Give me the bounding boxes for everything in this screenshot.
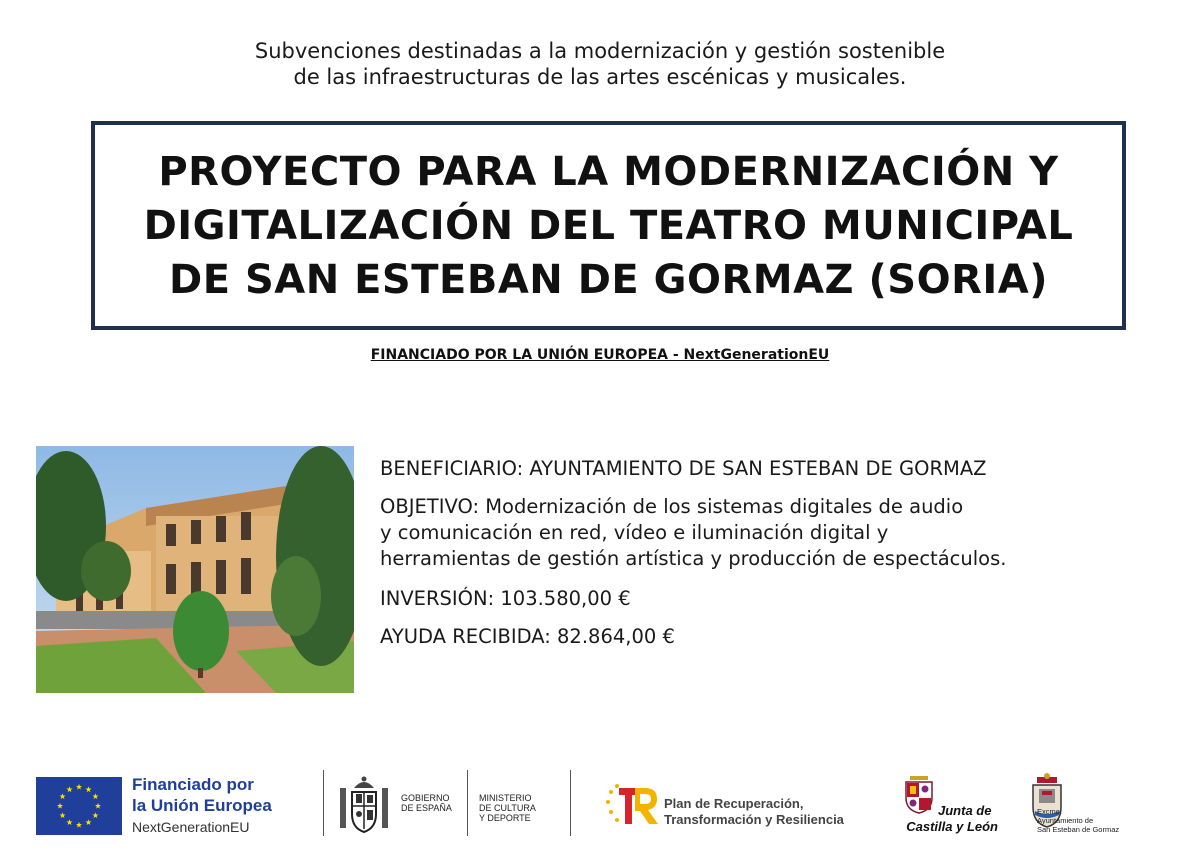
title-line-1: PROYECTO PARA LA MODERNIZACIÓN Y [158,148,1059,195]
eu-line-3: NextGenerationEU [132,819,250,835]
ministry-label [479,793,536,823]
plan-line-2: Transformación y Resiliencia [664,812,844,827]
project-title [144,145,1074,307]
ayto-line-2: Ayuntamiento de [1037,816,1094,825]
gov-line-1: GOBIERNO [401,793,450,803]
divider [323,770,324,836]
ministry-line-2: DE CULTURA [479,803,536,813]
objective-line-3: herramientas de gestión artística y producción de espectáculos. [380,547,1007,570]
jcyl-line-1: Junta de [938,803,992,818]
title-line-2: DIGITALIZACIÓN DEL TEATRO MUNICIPAL [143,202,1074,249]
logo-footer [0,760,1200,857]
funded-by [0,344,1200,363]
objective-block [380,494,1180,572]
beneficiary-text: BENEFICIARIO: AYUNTAMIENTO DE SAN ESTEBAN DE GORMAZ [380,457,987,480]
recovery-plan-label [664,796,844,828]
funded-by-text: FINANCIADO POR LA UNIÓN EUROPEA - NextGenerationEU [370,347,830,363]
theatre-photo [36,446,354,693]
eu-line-1: Financiado por [132,775,254,794]
jcyl-line-2: Castilla y León [906,819,998,834]
ministry-line-1: MINISTERIO [479,793,532,803]
divider [467,770,468,836]
divider [570,770,571,836]
gov-line-2: DE ESPAÑA [401,803,452,813]
subtitle [0,38,1200,90]
prtr-logo-icon [605,782,659,834]
government-label [401,793,452,813]
plan-line-1: Plan de Recuperación, [664,796,804,811]
ministry-line-3: Y DEPORTE [479,813,531,823]
title-line-3: DE SAN ESTEBAN DE GORMAZ (SORIA) [168,256,1048,303]
investment-text: INVERSIÓN: 103.580,00 € [380,587,631,610]
ayto-line-3: San Esteban de Gormaz [1037,825,1120,834]
subtitle-line-2: de las infraestructuras de las artes escénicas y musicales. [293,65,907,89]
ayto-line-1: Excmo. [1037,807,1063,816]
project-details [380,456,1180,650]
ayuntamiento-label [1037,807,1119,834]
spain-coat-of-arms-icon [336,774,392,842]
junta-castilla-leon-label [898,803,998,835]
objective-line-1: OBJETIVO: Modernización de los sistemas digitales de audio [380,495,964,518]
title-box [91,121,1126,330]
eu-flag-icon [36,777,122,835]
objective-line-2: y comunicación en red, vídeo e iluminación digital y [380,521,889,544]
subtitle-line-1: Subvenciones destinadas a la modernización y gestión sostenible [254,39,946,63]
eu-funding-text [132,774,272,838]
aid-text: AYUDA RECIBIDA: 82.864,00 € [380,625,675,648]
eu-line-2: la Unión Europea [132,796,272,815]
